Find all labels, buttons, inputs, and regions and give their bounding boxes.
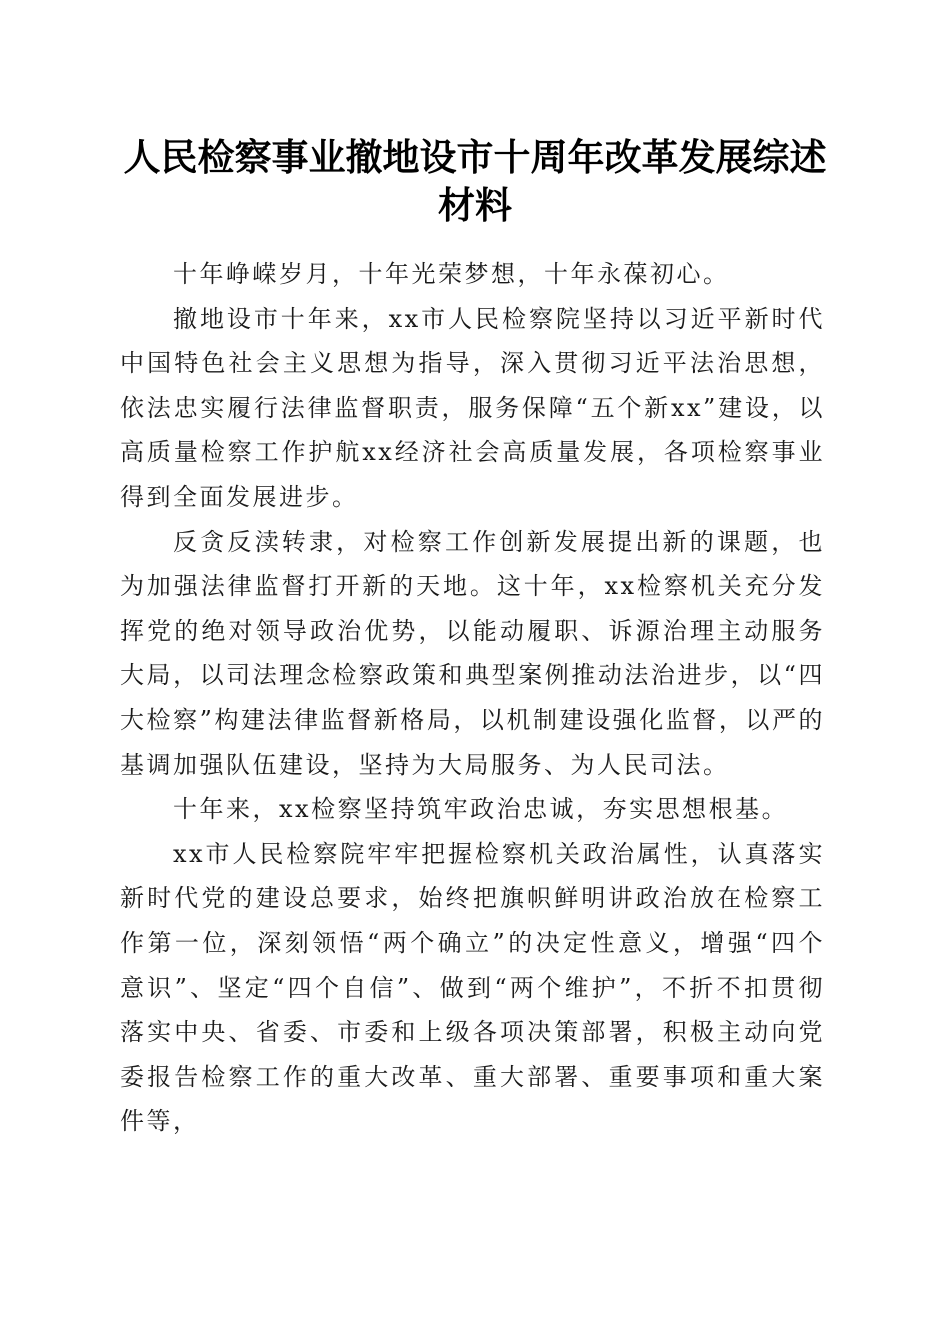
document-body [120, 252, 825, 1144]
document-title: 人民检察事业撤地设市十周年改革发展综述材料 [123, 135, 827, 227]
paragraph-4: 十年来，xx检察坚持筑牢政治忠诚，夯实思想根基。 [173, 795, 789, 824]
paragraph-5: xx市人民检察院牢牢把握检察机关政治属性，认真落实新时代党的建设总要求，始终把旗帜鲜明讲政治放在检察工作第一位，深刻领悟“两个确立”的决定性意义，增强“四个意识”、坚定“四个自信”、做到“两个维护”，不折不扣贯彻落实中央、省委、市委和上级各项决策部署，积极主动向党委报告检察工作的重大改革、重大部署、重要事项和重大案件等， [120, 839, 825, 1136]
paragraph-3: 反贪反渎转隶，对检察工作创新发展提出新的课题，也为加强法律监督打开新的天地。这十年，xx检察机关充分发挥党的绝对领导政治优势，以能动履职、诉源治理主动服务大局，以司法理念检察政策和典型案例推动法治进步，以“四大检察”构建法律监督新格局，以机制建设强化监督，以严的基调加强队伍建设，坚持为大局服务、为人民司法。 [120, 527, 825, 779]
paragraph-1: 十年峥嵘岁月，十年光荣梦想，十年永葆初心。 [173, 260, 730, 288]
paragraph-2: 撤地设市十年来，xx市人民检察院坚持以习近平新时代中国特色社会主义思想为指导，深入贯彻习近平法治思想，依法忠实履行法律监督职责，服务保障“五个新xx”建设，以高质量检察工作护航xx经济社会高质量发展，各项检察事业得到全面发展进步。 [120, 304, 825, 511]
